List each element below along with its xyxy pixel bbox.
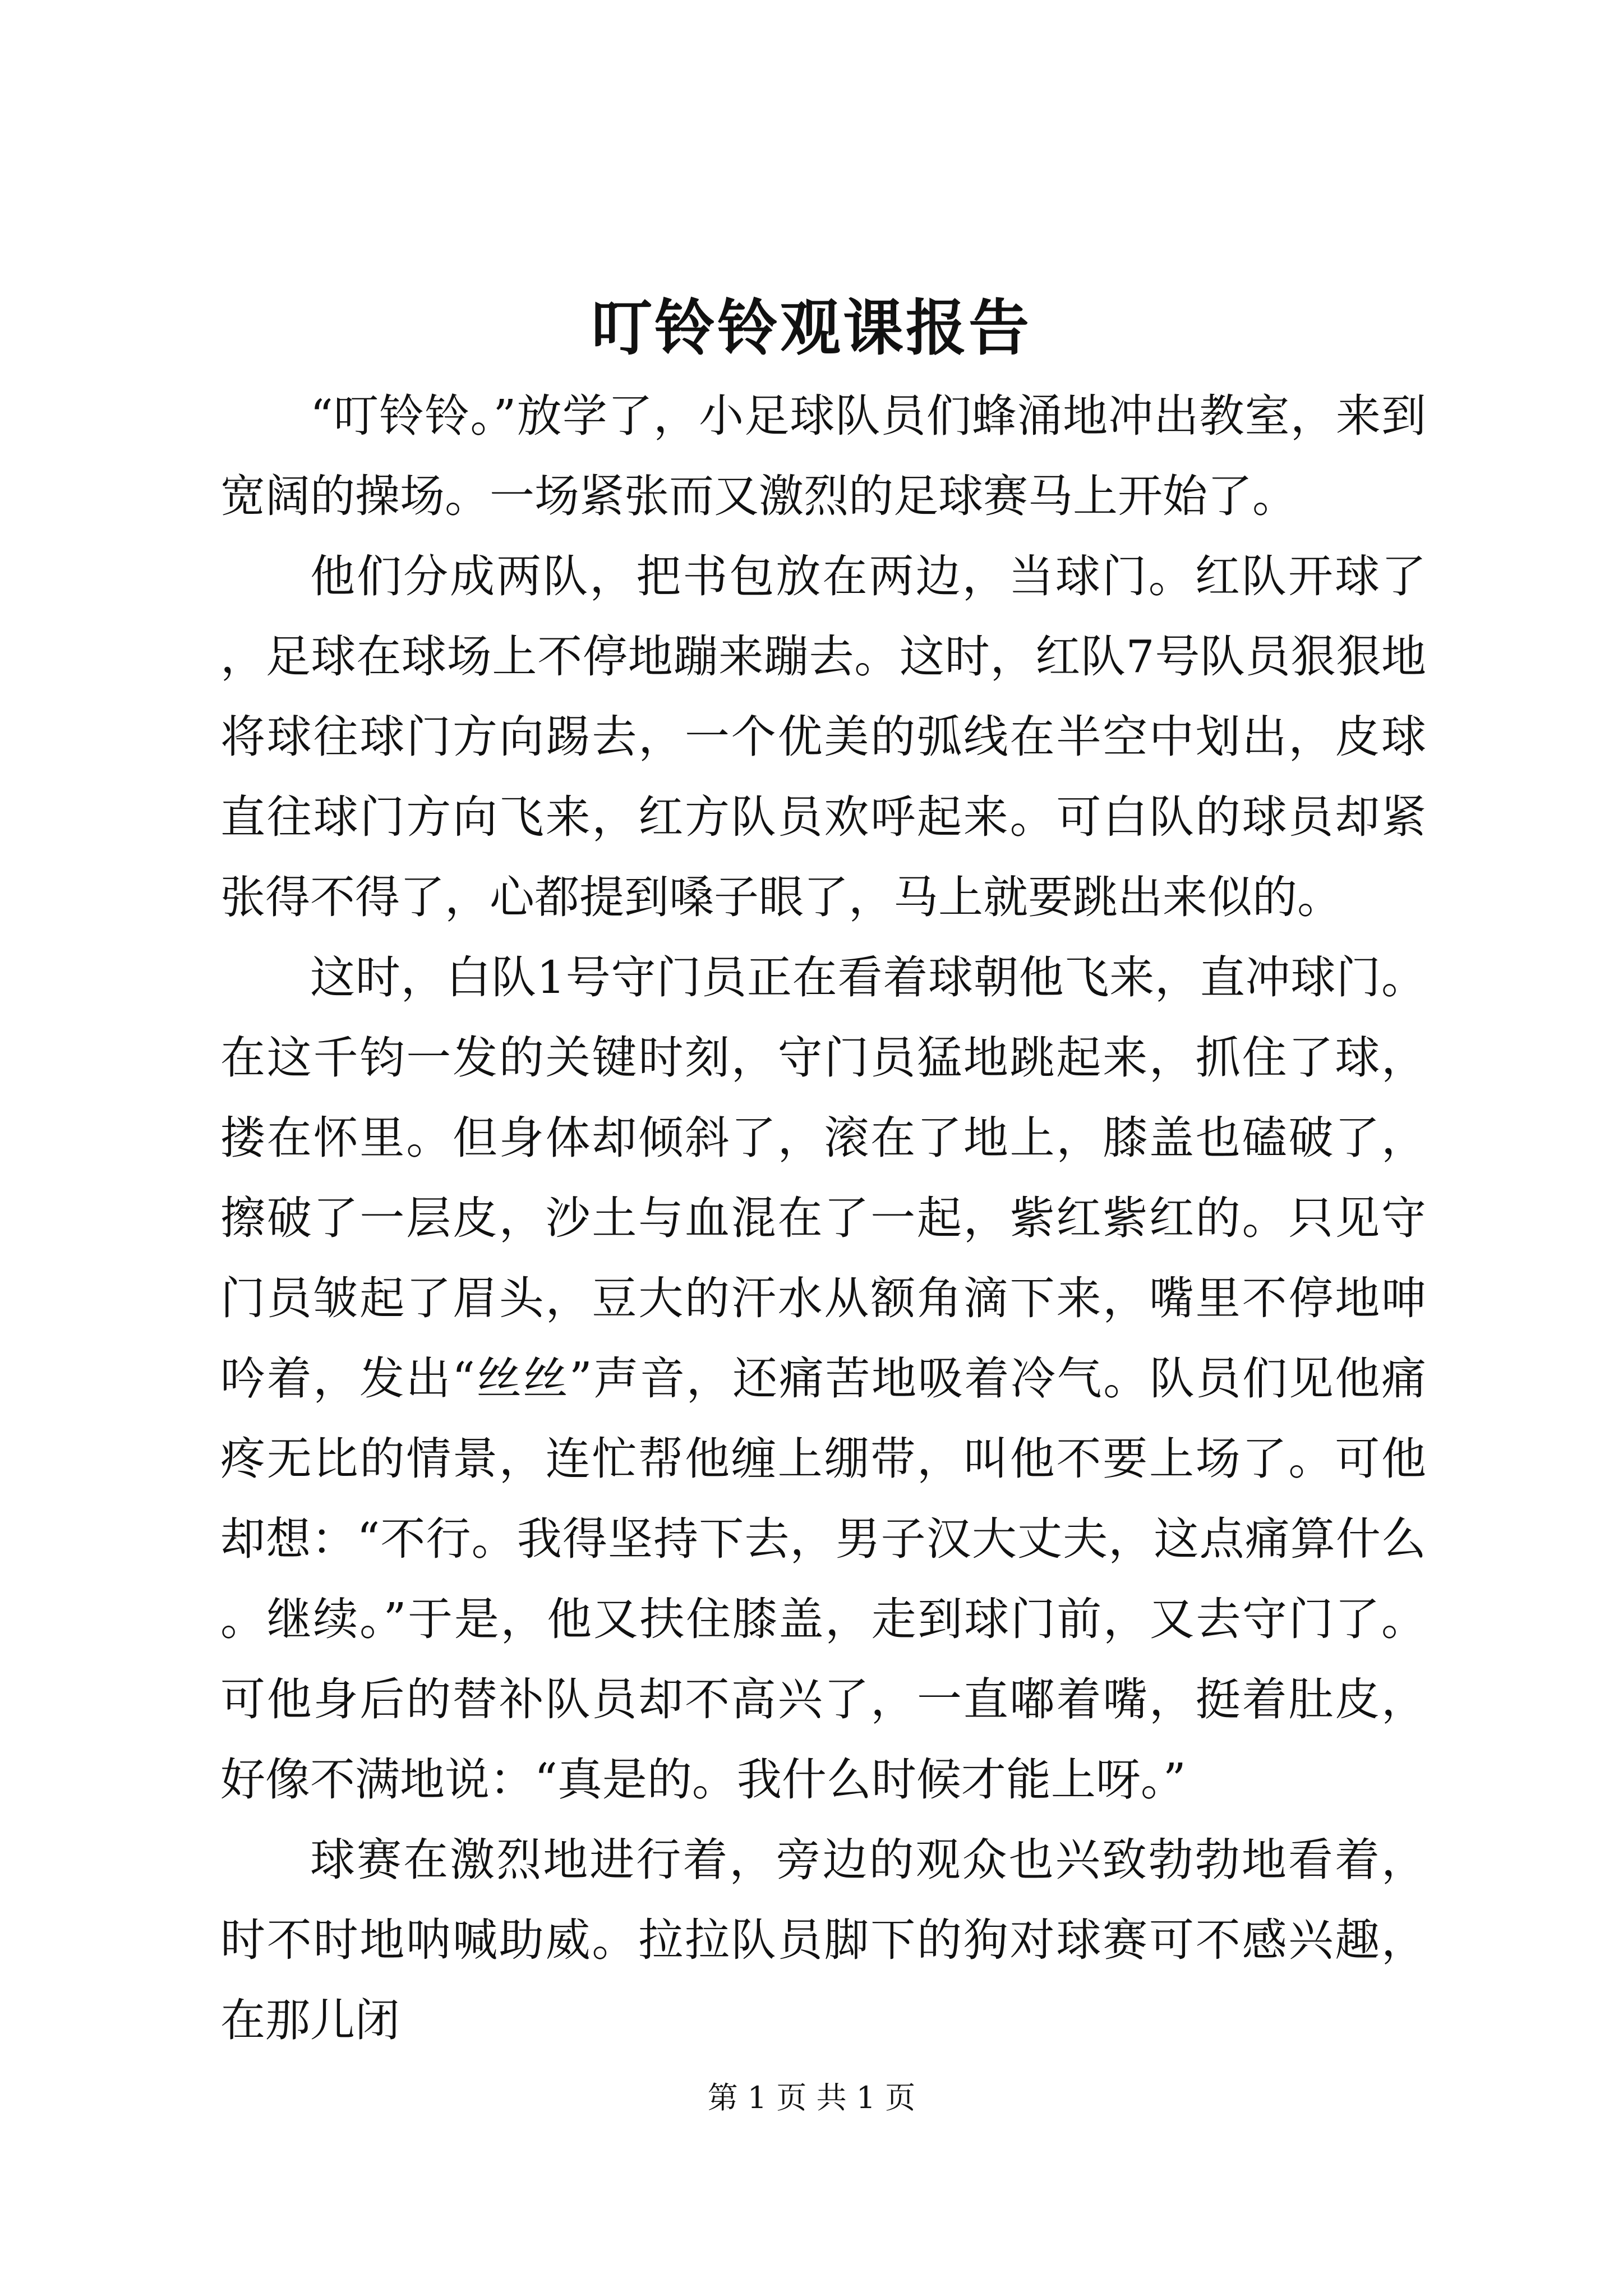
paragraph-1: “叮铃铃。”放学了，小足球队员们蜂涌地冲出教室，来到宽阔的操场。一场紧张而又激烈的足球赛马上开始了。: [220, 390, 1426, 522]
paragraph-4: 球赛在激烈地进行着，旁边的观众也兴致勃勃地看着，时不时地呐喊助威。拉拉队员脚下的狗对球赛可不感兴趣，在那儿闭: [220, 1834, 1426, 2046]
paragraph-3: 这时，白队1号守门员正在看着球朝他飞来，直冲球门。在这千钧一发的关键时刻，守门员猛地跳起来，抓住了球，搂在怀里。但身体却倾斜了，滚在了地上，膝盖也磕破了，擦破了一层皮，沙土与血混在了一起，紫红紫红的。只见守门员皱起了眉头，豆大的汗水从额角滴下来，嘴里不停地呻吟着，发出“丝丝”声音，还痛苦地吸着冷气。队员们见他痛疼无比的情景，连忙帮他缠上绷带，叫他不要上场了。可他却想：“不行。我得坚持下去，男子汉大丈夫，这点痛算什么。继续。”于是，他又扶住膝盖，走到球门前，又去守门了。可他身后的替补队员却不高兴了，一直嘟着嘴，挺着肚皮，好像不满地说：“真是的。我什么时候才能上呀。”: [220, 951, 1426, 1806]
document-title: 叮铃铃观课报告: [591, 293, 1031, 364]
paragraph-2: 他们分成两队，把书包放在两边，当球门。红队开球了，足球在球场上不停地蹦来蹦去。这时，红队7号队员狠狠地将球往球门方向踢去，一个优美的弧线在半空中划出，皮球直往球门方向飞来，红方队员欢呼起来。可白队的球员却紧张得不得了，心都提到嗓子眼了，马上就要跳出来似的。: [220, 550, 1426, 923]
document-body: [220, 376, 1426, 2060]
page-footer: 第 1 页 共 1 页: [707, 2080, 916, 2115]
